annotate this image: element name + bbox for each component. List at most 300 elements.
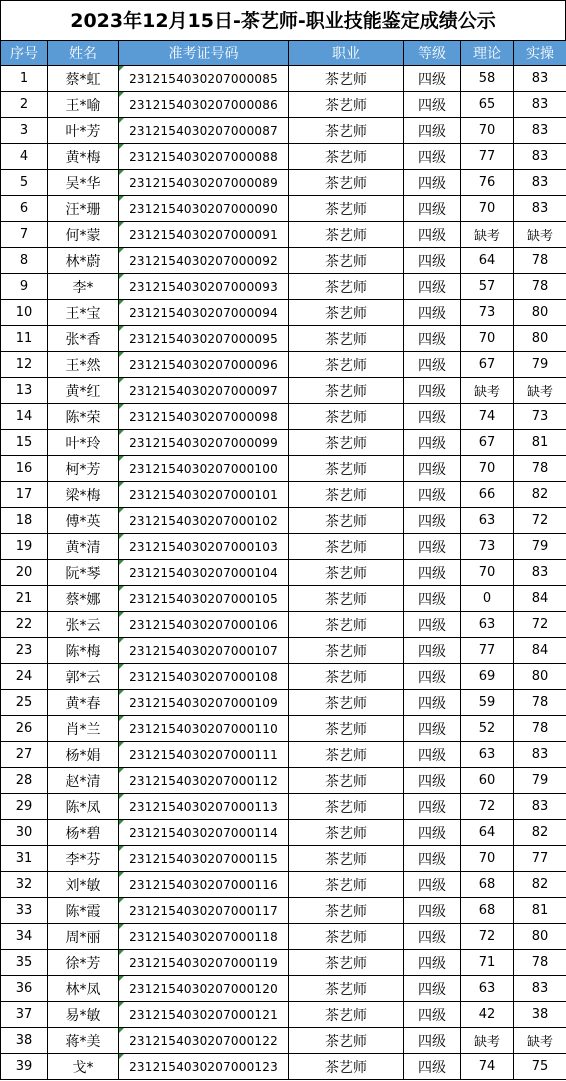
theory-score-cell: 69 <box>461 664 514 690</box>
name-cell: 李* <box>48 274 119 300</box>
serial-cell: 4 <box>1 144 48 170</box>
serial-cell: 32 <box>1 872 48 898</box>
score-table <box>0 40 566 1080</box>
serial-cell: 35 <box>1 950 48 976</box>
table-row <box>1 300 566 326</box>
theory-score-cell: 59 <box>461 690 514 716</box>
level-cell: 四级 <box>404 430 461 456</box>
practice-score-cell: 81 <box>514 898 566 924</box>
theory-score-cell: 缺考 <box>461 222 514 248</box>
name-cell: 徐*芳 <box>48 950 119 976</box>
theory-score-cell: 74 <box>461 1054 514 1080</box>
ticket-number-cell: 2312154030207000108 <box>119 664 289 690</box>
theory-score-cell: 67 <box>461 352 514 378</box>
theory-score-cell: 64 <box>461 820 514 846</box>
occupation-cell: 茶艺师 <box>289 690 404 716</box>
name-cell: 王*然 <box>48 352 119 378</box>
theory-score-cell: 70 <box>461 196 514 222</box>
level-cell: 四级 <box>404 690 461 716</box>
occupation-cell: 茶艺师 <box>289 196 404 222</box>
table-row <box>1 820 566 846</box>
serial-cell: 34 <box>1 924 48 950</box>
ticket-number-cell: 2312154030207000111 <box>119 742 289 768</box>
ticket-number-cell: 2312154030207000090 <box>119 196 289 222</box>
table-row <box>1 430 566 456</box>
theory-score-cell: 67 <box>461 430 514 456</box>
practice-score-cell: 80 <box>514 664 566 690</box>
ticket-number-cell: 2312154030207000110 <box>119 716 289 742</box>
theory-score-cell: 57 <box>461 274 514 300</box>
name-cell: 阮*琴 <box>48 560 119 586</box>
practice-score-cell: 83 <box>514 976 566 1002</box>
theory-score-cell: 73 <box>461 534 514 560</box>
practice-score-cell: 83 <box>514 170 566 196</box>
ticket-number-cell: 2312154030207000118 <box>119 924 289 950</box>
ticket-number-cell: 2312154030207000115 <box>119 846 289 872</box>
ticket-number-cell: 2312154030207000121 <box>119 1002 289 1028</box>
occupation-cell: 茶艺师 <box>289 92 404 118</box>
serial-cell: 9 <box>1 274 48 300</box>
serial-cell: 29 <box>1 794 48 820</box>
name-cell: 黄*梅 <box>48 144 119 170</box>
theory-score-cell: 63 <box>461 508 514 534</box>
practice-score-cell: 72 <box>514 612 566 638</box>
practice-score-cell: 78 <box>514 456 566 482</box>
theory-score-cell: 66 <box>461 482 514 508</box>
name-cell: 赵*清 <box>48 768 119 794</box>
ticket-number-cell: 2312154030207000099 <box>119 430 289 456</box>
practice-score-cell: 38 <box>514 1002 566 1028</box>
serial-cell: 16 <box>1 456 48 482</box>
level-cell: 四级 <box>404 612 461 638</box>
occupation-cell: 茶艺师 <box>289 144 404 170</box>
occupation-cell: 茶艺师 <box>289 1028 404 1054</box>
level-cell: 四级 <box>404 92 461 118</box>
theory-score-cell: 60 <box>461 768 514 794</box>
serial-cell: 23 <box>1 638 48 664</box>
level-cell: 四级 <box>404 508 461 534</box>
name-cell: 张*云 <box>48 612 119 638</box>
name-cell: 肖*兰 <box>48 716 119 742</box>
table-row <box>1 66 566 92</box>
serial-cell: 8 <box>1 248 48 274</box>
level-cell: 四级 <box>404 560 461 586</box>
level-cell: 四级 <box>404 1002 461 1028</box>
name-cell: 汪*珊 <box>48 196 119 222</box>
name-cell: 蔡*虹 <box>48 66 119 92</box>
table-row <box>1 742 566 768</box>
theory-score-cell: 73 <box>461 300 514 326</box>
name-cell: 杨*碧 <box>48 820 119 846</box>
level-cell: 四级 <box>404 716 461 742</box>
ticket-number-cell: 2312154030207000089 <box>119 170 289 196</box>
name-cell: 易*敏 <box>48 1002 119 1028</box>
name-cell: 陈*荣 <box>48 404 119 430</box>
practice-score-cell: 84 <box>514 586 566 612</box>
table-body <box>1 66 566 1080</box>
serial-cell: 38 <box>1 1028 48 1054</box>
level-cell: 四级 <box>404 118 461 144</box>
theory-score-cell: 63 <box>461 976 514 1002</box>
occupation-cell: 茶艺师 <box>289 560 404 586</box>
ticket-number-cell: 2312154030207000098 <box>119 404 289 430</box>
serial-cell: 1 <box>1 66 48 92</box>
occupation-cell: 茶艺师 <box>289 482 404 508</box>
occupation-cell: 茶艺师 <box>289 118 404 144</box>
level-cell: 四级 <box>404 404 461 430</box>
table-row <box>1 222 566 248</box>
serial-cell: 14 <box>1 404 48 430</box>
ticket-number-cell: 2312154030207000094 <box>119 300 289 326</box>
level-cell: 四级 <box>404 170 461 196</box>
ticket-number-cell: 2312154030207000105 <box>119 586 289 612</box>
theory-score-cell: 64 <box>461 248 514 274</box>
practice-score-cell: 79 <box>514 534 566 560</box>
occupation-cell: 茶艺师 <box>289 378 404 404</box>
ticket-number-cell: 2312154030207000100 <box>119 456 289 482</box>
serial-cell: 12 <box>1 352 48 378</box>
theory-score-cell: 72 <box>461 794 514 820</box>
header-theory: 理论 <box>461 41 514 66</box>
table-row <box>1 976 566 1002</box>
table-row <box>1 898 566 924</box>
ticket-number-cell: 2312154030207000101 <box>119 482 289 508</box>
name-cell: 陈*凤 <box>48 794 119 820</box>
header-practice: 实操 <box>514 41 566 66</box>
name-cell: 王*喻 <box>48 92 119 118</box>
name-cell: 蒋*美 <box>48 1028 119 1054</box>
practice-score-cell: 82 <box>514 820 566 846</box>
theory-score-cell: 65 <box>461 92 514 118</box>
practice-score-cell: 82 <box>514 482 566 508</box>
practice-score-cell: 78 <box>514 950 566 976</box>
theory-score-cell: 58 <box>461 66 514 92</box>
table-row <box>1 560 566 586</box>
ticket-number-cell: 2312154030207000123 <box>119 1054 289 1080</box>
level-cell: 四级 <box>404 586 461 612</box>
practice-score-cell: 80 <box>514 300 566 326</box>
serial-cell: 39 <box>1 1054 48 1080</box>
theory-score-cell: 70 <box>461 118 514 144</box>
practice-score-cell: 73 <box>514 404 566 430</box>
serial-cell: 25 <box>1 690 48 716</box>
table-row <box>1 274 566 300</box>
name-cell: 王*宝 <box>48 300 119 326</box>
theory-score-cell: 70 <box>461 326 514 352</box>
ticket-number-cell: 2312154030207000120 <box>119 976 289 1002</box>
ticket-number-cell: 2312154030207000092 <box>119 248 289 274</box>
serial-cell: 17 <box>1 482 48 508</box>
name-cell: 何*蒙 <box>48 222 119 248</box>
practice-score-cell: 78 <box>514 716 566 742</box>
name-cell: 吴*华 <box>48 170 119 196</box>
level-cell: 四级 <box>404 664 461 690</box>
occupation-cell: 茶艺师 <box>289 1054 404 1080</box>
ticket-number-cell: 2312154030207000103 <box>119 534 289 560</box>
theory-score-cell: 70 <box>461 560 514 586</box>
serial-cell: 30 <box>1 820 48 846</box>
occupation-cell: 茶艺师 <box>289 352 404 378</box>
table-row <box>1 248 566 274</box>
theory-score-cell: 76 <box>461 170 514 196</box>
practice-score-cell: 83 <box>514 742 566 768</box>
serial-cell: 7 <box>1 222 48 248</box>
practice-score-cell: 83 <box>514 66 566 92</box>
name-cell: 柯*芳 <box>48 456 119 482</box>
occupation-cell: 茶艺师 <box>289 638 404 664</box>
practice-score-cell: 83 <box>514 560 566 586</box>
practice-score-cell: 83 <box>514 144 566 170</box>
level-cell: 四级 <box>404 378 461 404</box>
practice-score-cell: 81 <box>514 430 566 456</box>
occupation-cell: 茶艺师 <box>289 508 404 534</box>
occupation-cell: 茶艺师 <box>289 586 404 612</box>
occupation-cell: 茶艺师 <box>289 170 404 196</box>
theory-score-cell: 68 <box>461 872 514 898</box>
occupation-cell: 茶艺师 <box>289 1002 404 1028</box>
practice-score-cell: 80 <box>514 924 566 950</box>
name-cell: 杨*娟 <box>48 742 119 768</box>
level-cell: 四级 <box>404 1054 461 1080</box>
level-cell: 四级 <box>404 976 461 1002</box>
occupation-cell: 茶艺师 <box>289 456 404 482</box>
theory-score-cell: 63 <box>461 612 514 638</box>
serial-cell: 6 <box>1 196 48 222</box>
ticket-number-cell: 2312154030207000122 <box>119 1028 289 1054</box>
level-cell: 四级 <box>404 300 461 326</box>
level-cell: 四级 <box>404 846 461 872</box>
level-cell: 四级 <box>404 222 461 248</box>
ticket-number-cell: 2312154030207000104 <box>119 560 289 586</box>
ticket-number-cell: 2312154030207000093 <box>119 274 289 300</box>
occupation-cell: 茶艺师 <box>289 716 404 742</box>
occupation-cell: 茶艺师 <box>289 326 404 352</box>
occupation-cell: 茶艺师 <box>289 534 404 560</box>
name-cell: 张*香 <box>48 326 119 352</box>
practice-score-cell: 82 <box>514 872 566 898</box>
serial-cell: 36 <box>1 976 48 1002</box>
ticket-number-cell: 2312154030207000106 <box>119 612 289 638</box>
theory-score-cell: 68 <box>461 898 514 924</box>
practice-score-cell: 80 <box>514 326 566 352</box>
table-row <box>1 1054 566 1080</box>
name-cell: 叶*芳 <box>48 118 119 144</box>
level-cell: 四级 <box>404 352 461 378</box>
table-row <box>1 118 566 144</box>
name-cell: 郭*云 <box>48 664 119 690</box>
theory-score-cell: 42 <box>461 1002 514 1028</box>
level-cell: 四级 <box>404 742 461 768</box>
ticket-number-cell: 2312154030207000119 <box>119 950 289 976</box>
name-cell: 林*凤 <box>48 976 119 1002</box>
occupation-cell: 茶艺师 <box>289 742 404 768</box>
name-cell: 梁*梅 <box>48 482 119 508</box>
table-row <box>1 1002 566 1028</box>
level-cell: 四级 <box>404 248 461 274</box>
serial-cell: 27 <box>1 742 48 768</box>
practice-score-cell: 缺考 <box>514 1028 566 1054</box>
serial-cell: 2 <box>1 92 48 118</box>
practice-score-cell: 78 <box>514 248 566 274</box>
name-cell: 戈* <box>48 1054 119 1080</box>
table-row <box>1 326 566 352</box>
occupation-cell: 茶艺师 <box>289 846 404 872</box>
ticket-number-cell: 2312154030207000114 <box>119 820 289 846</box>
serial-cell: 3 <box>1 118 48 144</box>
serial-cell: 31 <box>1 846 48 872</box>
name-cell: 黄*春 <box>48 690 119 716</box>
practice-score-cell: 79 <box>514 352 566 378</box>
ticket-number-cell: 2312154030207000086 <box>119 92 289 118</box>
table-row <box>1 872 566 898</box>
occupation-cell: 茶艺师 <box>289 66 404 92</box>
header-name: 姓名 <box>48 41 119 66</box>
theory-score-cell: 74 <box>461 404 514 430</box>
occupation-cell: 茶艺师 <box>289 872 404 898</box>
serial-cell: 5 <box>1 170 48 196</box>
level-cell: 四级 <box>404 924 461 950</box>
level-cell: 四级 <box>404 872 461 898</box>
practice-score-cell: 83 <box>514 794 566 820</box>
occupation-cell: 茶艺师 <box>289 664 404 690</box>
ticket-number-cell: 2312154030207000095 <box>119 326 289 352</box>
ticket-number-cell: 2312154030207000107 <box>119 638 289 664</box>
ticket-number-cell: 2312154030207000117 <box>119 898 289 924</box>
name-cell: 林*蔚 <box>48 248 119 274</box>
ticket-number-cell: 2312154030207000085 <box>119 66 289 92</box>
serial-cell: 10 <box>1 300 48 326</box>
header-level: 等级 <box>404 41 461 66</box>
serial-cell: 33 <box>1 898 48 924</box>
table-row <box>1 144 566 170</box>
theory-score-cell: 71 <box>461 950 514 976</box>
serial-cell: 18 <box>1 508 48 534</box>
occupation-cell: 茶艺师 <box>289 274 404 300</box>
table-row <box>1 378 566 404</box>
occupation-cell: 茶艺师 <box>289 248 404 274</box>
occupation-cell: 茶艺师 <box>289 612 404 638</box>
level-cell: 四级 <box>404 768 461 794</box>
theory-score-cell: 72 <box>461 924 514 950</box>
header-row <box>1 41 566 66</box>
table-row <box>1 92 566 118</box>
ticket-number-cell: 2312154030207000096 <box>119 352 289 378</box>
table-row <box>1 482 566 508</box>
header-serial: 序号 <box>1 41 48 66</box>
level-cell: 四级 <box>404 794 461 820</box>
serial-cell: 22 <box>1 612 48 638</box>
theory-score-cell: 77 <box>461 144 514 170</box>
serial-cell: 37 <box>1 1002 48 1028</box>
table-header <box>1 41 566 66</box>
name-cell: 蔡*娜 <box>48 586 119 612</box>
occupation-cell: 茶艺师 <box>289 924 404 950</box>
level-cell: 四级 <box>404 1028 461 1054</box>
table-row <box>1 508 566 534</box>
occupation-cell: 茶艺师 <box>289 430 404 456</box>
name-cell: 傅*英 <box>48 508 119 534</box>
table-row <box>1 664 566 690</box>
table-row <box>1 950 566 976</box>
practice-score-cell: 79 <box>514 768 566 794</box>
ticket-number-cell: 2312154030207000116 <box>119 872 289 898</box>
theory-score-cell: 63 <box>461 742 514 768</box>
practice-score-cell: 缺考 <box>514 222 566 248</box>
header-ticket-number: 准考证号码 <box>119 41 289 66</box>
ticket-number-cell: 2312154030207000113 <box>119 794 289 820</box>
level-cell: 四级 <box>404 638 461 664</box>
name-cell: 叶*玲 <box>48 430 119 456</box>
practice-score-cell: 75 <box>514 1054 566 1080</box>
header-occupation: 职业 <box>289 41 404 66</box>
level-cell: 四级 <box>404 950 461 976</box>
practice-score-cell: 78 <box>514 274 566 300</box>
practice-score-cell: 84 <box>514 638 566 664</box>
level-cell: 四级 <box>404 196 461 222</box>
serial-cell: 20 <box>1 560 48 586</box>
occupation-cell: 茶艺师 <box>289 794 404 820</box>
name-cell: 黄*红 <box>48 378 119 404</box>
occupation-cell: 茶艺师 <box>289 820 404 846</box>
practice-score-cell: 72 <box>514 508 566 534</box>
ticket-number-cell: 2312154030207000109 <box>119 690 289 716</box>
table-row <box>1 404 566 430</box>
table-row <box>1 612 566 638</box>
serial-cell: 13 <box>1 378 48 404</box>
occupation-cell: 茶艺师 <box>289 898 404 924</box>
table-row <box>1 1028 566 1054</box>
level-cell: 四级 <box>404 820 461 846</box>
level-cell: 四级 <box>404 898 461 924</box>
table-row <box>1 794 566 820</box>
theory-score-cell: 77 <box>461 638 514 664</box>
level-cell: 四级 <box>404 144 461 170</box>
table-row <box>1 196 566 222</box>
level-cell: 四级 <box>404 274 461 300</box>
table-row <box>1 924 566 950</box>
serial-cell: 21 <box>1 586 48 612</box>
theory-score-cell: 缺考 <box>461 1028 514 1054</box>
ticket-number-cell: 2312154030207000102 <box>119 508 289 534</box>
serial-cell: 11 <box>1 326 48 352</box>
ticket-number-cell: 2312154030207000087 <box>119 118 289 144</box>
name-cell: 刘*敏 <box>48 872 119 898</box>
occupation-cell: 茶艺师 <box>289 222 404 248</box>
ticket-number-cell: 2312154030207000088 <box>119 144 289 170</box>
serial-cell: 28 <box>1 768 48 794</box>
theory-score-cell: 70 <box>461 456 514 482</box>
theory-score-cell: 70 <box>461 846 514 872</box>
serial-cell: 26 <box>1 716 48 742</box>
level-cell: 四级 <box>404 534 461 560</box>
table-row <box>1 534 566 560</box>
theory-score-cell: 缺考 <box>461 378 514 404</box>
practice-score-cell: 77 <box>514 846 566 872</box>
level-cell: 四级 <box>404 482 461 508</box>
table-row <box>1 690 566 716</box>
practice-score-cell: 83 <box>514 118 566 144</box>
practice-score-cell: 缺考 <box>514 378 566 404</box>
serial-cell: 15 <box>1 430 48 456</box>
table-row <box>1 456 566 482</box>
occupation-cell: 茶艺师 <box>289 300 404 326</box>
level-cell: 四级 <box>404 66 461 92</box>
sheet-title: 2023年12月15日-茶艺师-职业技能鉴定成绩公示 <box>0 0 566 40</box>
occupation-cell: 茶艺师 <box>289 976 404 1002</box>
table-row <box>1 846 566 872</box>
table-row <box>1 768 566 794</box>
table-row <box>1 170 566 196</box>
